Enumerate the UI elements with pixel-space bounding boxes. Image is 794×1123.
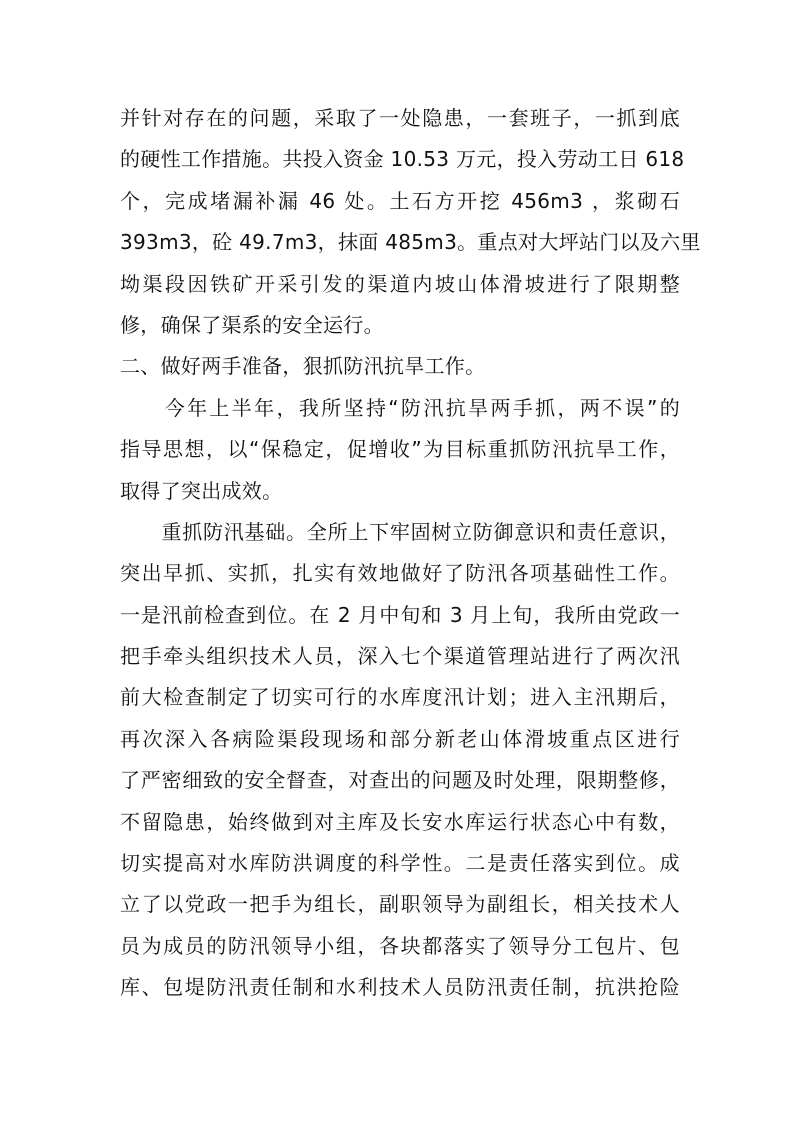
text-line-19: 切实提高对水库防洪调度的科学性。二是责任落实到位。成 — [120, 851, 680, 876]
text-line-21: 员为成员的防汛领导小组，各块都落实了领导分工包片、包 — [120, 933, 680, 958]
section-heading: 二、做好两手准备，狠抓防汛抗旱工作。 — [120, 354, 486, 379]
text-line-3: 个，完成堵漏补漏 46 处。土石方开挖 456m3 ，浆砌石 — [120, 188, 680, 213]
text-line-18: 不留隐患，始终做到对主库及长安水库运行状态心中有数， — [120, 809, 680, 834]
text-line-8: 今年上半年，我所坚持“防汛抗旱两手抓，两不误”的 — [120, 395, 680, 420]
text-line-16: 再次深入各病险渠段现场和部分新老山体滑坡重点区进行 — [120, 726, 680, 751]
text-line-22: 库、包堤防汛责任制和水利技术人员防汛责任制，抗洪抢险 — [120, 975, 680, 1000]
text-line-4: 393m3，砼 49.7m3，抹面 485m3。重点对大坪站门以及六里 — [120, 230, 701, 255]
text-line-17: 了严密细致的安全督查，对查出的问题及时处理，限期整修， — [120, 768, 680, 793]
text-line-9: 指导思想，以“保稳定，促增收”为目标重抓防汛抗旱工作， — [120, 437, 680, 462]
text-line-14: 把手牵头组织技术人员，深入七个渠道管理站进行了两次汛 — [120, 644, 680, 669]
body-text — [120, 98, 701, 1009]
text-line-2: 的硬性工作措施。共投入资金 10.53 万元，投入劳动工日 618 — [120, 147, 685, 172]
text-line-1: 并针对存在的问题，采取了一处隐患，一套班子，一抓到底 — [120, 106, 680, 130]
text-line-10: 取得了突出成效。 — [120, 478, 283, 503]
text-line-11: 重抓防汛基础。全所上下牢固树立防御意识和责任意识， — [120, 519, 680, 544]
text-line-15: 前大检查制定了切实可行的水库度汛计划；进入主汛期后， — [120, 685, 680, 710]
text-line-13: 一是汛前检查到位。在 2 月中旬和 3 月上旬，我所由党政一 — [120, 602, 680, 627]
text-line-20: 立了以党政一把手为组长，副职领导为副组长，相关技术人 — [120, 892, 680, 917]
text-line-5: 坳渠段因铁矿开采引发的渠道内坡山体滑坡进行了限期整 — [120, 271, 680, 296]
text-line-6: 修，确保了渠系的安全运行。 — [120, 312, 384, 337]
text-line-12: 突出早抓、实抓，扎实有效地做好了防汛各项基础性工作。 — [120, 561, 680, 586]
